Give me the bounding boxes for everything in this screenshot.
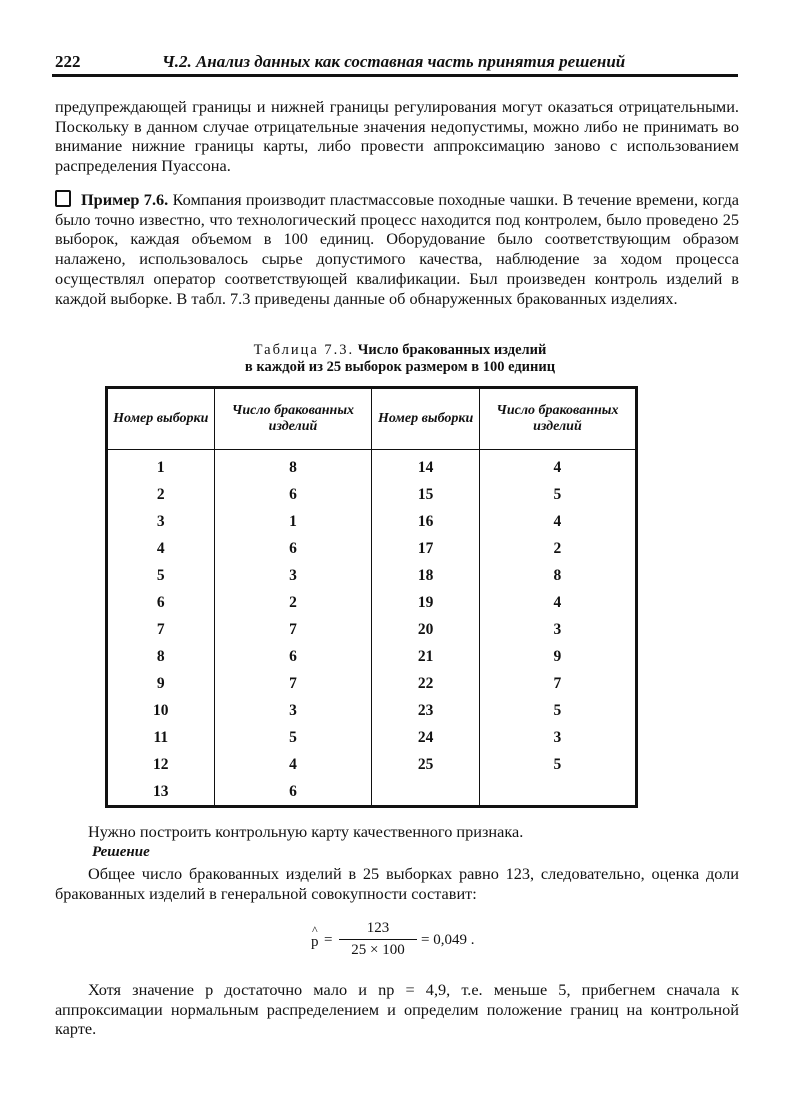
table-row	[107, 670, 637, 697]
cell-defects-count: 2	[479, 535, 636, 562]
cell-sample-number: 9	[107, 670, 215, 697]
table-row	[107, 535, 637, 562]
cell-defects-count: 4	[479, 450, 636, 482]
cell-sample-number: 18	[372, 562, 479, 589]
cell-sample-number: 11	[107, 724, 215, 751]
cell-defects-count: 8	[214, 450, 372, 482]
cell-sample-number: 4	[107, 535, 215, 562]
fraction-numerator: 123	[339, 920, 417, 940]
cell-defects-count: 3	[214, 562, 372, 589]
cell-defects-count: 2	[214, 589, 372, 616]
solution-paragraph: Общее число бракованных изделий в 25 выборках равно 123, следовательно, оценка доли бракованных изделий в генеральной совокупности составит:	[55, 864, 739, 903]
table-row	[107, 643, 637, 670]
paragraph-continuation: предупреждающей границы и нижней границы регулирования могут оказаться отрицательными. Поскольку в данном случае отрицательные значения недопустимы, можно либо не принимать во внимание нижние границы карты, либо провести аппроксимацию заново с использованием распределения Пуассона.	[55, 97, 739, 176]
cell-defects-count: 3	[479, 724, 636, 751]
cell-defects-count: 3	[479, 616, 636, 643]
cell-sample-number: 12	[107, 751, 215, 778]
table-row	[107, 616, 637, 643]
table-row	[107, 589, 637, 616]
cell-defects-count: 7	[214, 670, 372, 697]
fraction-denominator: 25 × 100	[351, 942, 405, 958]
p-symbol: p	[311, 934, 319, 950]
solution-heading: Решение	[92, 844, 150, 860]
cell-defects-count: 5	[479, 751, 636, 778]
cell-sample-number: 21	[372, 643, 479, 670]
equals-sign: =	[324, 932, 333, 948]
column-header-sample-number: Номер выборки	[372, 388, 479, 450]
cell-sample-number: 8	[107, 643, 215, 670]
cell-sample-number: 16	[372, 508, 479, 535]
formula-result: = 0,049 .	[421, 932, 475, 948]
cell-sample-number: 3	[107, 508, 215, 535]
cell-defects-count: 6	[214, 778, 372, 807]
column-header-defects-count: Число бракованных изделий	[214, 388, 372, 450]
table-caption-title: Число бракованных изделий	[354, 342, 547, 358]
cell-sample-number: 10	[107, 697, 215, 724]
table-row	[107, 562, 637, 589]
cell-sample-number: 7	[107, 616, 215, 643]
cell-defects-count: 6	[214, 535, 372, 562]
hat-glyph: ^	[312, 923, 318, 937]
running-title: Ч.2. Анализ данных как составная часть принятия решений	[162, 52, 626, 71]
cell-sample-number: 6	[107, 589, 215, 616]
cell-sample-number: 2	[107, 481, 215, 508]
cell-sample-number: 19	[372, 589, 479, 616]
table-row	[107, 778, 637, 807]
cell-defects-count: 9	[479, 643, 636, 670]
cell-defects-count: 6	[214, 481, 372, 508]
cell-defects-count: 1	[214, 508, 372, 535]
table-caption-label: Таблица 7.3.	[253, 342, 355, 358]
table-header-row	[107, 388, 637, 450]
page-header	[52, 52, 738, 77]
cell-sample-number: 15	[372, 481, 479, 508]
table-row	[107, 481, 637, 508]
closing-paragraph: Хотя значение p достаточно мало и np = 4,9, т.е. меньше 5, прибегнем сначала к аппроксимации нормальным распределением и определим положение границ на контрольной карте.	[55, 980, 739, 1039]
table-row	[107, 751, 637, 778]
page-number: 222	[55, 52, 81, 71]
cell-defects-count: 7	[214, 616, 372, 643]
cell-sample-number: 14	[372, 450, 479, 482]
table-row	[107, 450, 637, 482]
table-row	[107, 697, 637, 724]
square-box-icon	[55, 190, 71, 207]
cell-defects-count: 4	[479, 589, 636, 616]
task-line: Нужно построить контрольную карту качественного признака.	[88, 822, 524, 841]
cell-sample-number	[372, 778, 479, 807]
defects-table	[105, 386, 638, 808]
cell-defects-count: 5	[479, 481, 636, 508]
cell-sample-number: 20	[372, 616, 479, 643]
cell-defects-count	[479, 778, 636, 807]
table-row	[107, 724, 637, 751]
cell-defects-count: 5	[214, 724, 372, 751]
cell-sample-number: 13	[107, 778, 215, 807]
cell-sample-number: 22	[372, 670, 479, 697]
cell-defects-count: 4	[479, 508, 636, 535]
column-header-sample-number: Номер выборки	[107, 388, 215, 450]
cell-sample-number: 17	[372, 535, 479, 562]
example-label: Пример 7.6.	[81, 190, 169, 209]
fraction	[339, 920, 417, 959]
p-hat-symbol	[311, 923, 319, 951]
cell-defects-count: 3	[214, 697, 372, 724]
cell-defects-count: 4	[214, 751, 372, 778]
table-caption-subtitle: в каждой из 25 выборок размером в 100 единиц	[244, 359, 556, 375]
column-header-defects-count: Число бракованных изделий	[479, 388, 636, 450]
cell-defects-count: 5	[479, 697, 636, 724]
cell-defects-count: 8	[479, 562, 636, 589]
example-text: Компания производит пластмассовые походные чашки. В течение времени, когда было точно известно, что технологический процесс находится под контролем, было проведено 25 выборок, каждая объемом в 100 единиц. Оборудование было соответствующим образом налажено, использовалось сырье допустимого качества, наблюдение за ходом процесса осуществлял оператор соответствующей квалификации. Был произведен контроль изделий в каждой выборке. В табл. 7.3 приведены данные об обнаруженных бракованных изделиях.	[55, 190, 739, 308]
cell-sample-number: 5	[107, 562, 215, 589]
table-caption	[100, 342, 700, 376]
cell-defects-count: 6	[214, 643, 372, 670]
cell-sample-number: 25	[372, 751, 479, 778]
cell-sample-number: 1	[107, 450, 215, 482]
cell-sample-number: 23	[372, 697, 479, 724]
example-paragraph	[55, 190, 739, 308]
cell-sample-number: 24	[372, 724, 479, 751]
cell-defects-count: 7	[479, 670, 636, 697]
table-row	[107, 508, 637, 535]
